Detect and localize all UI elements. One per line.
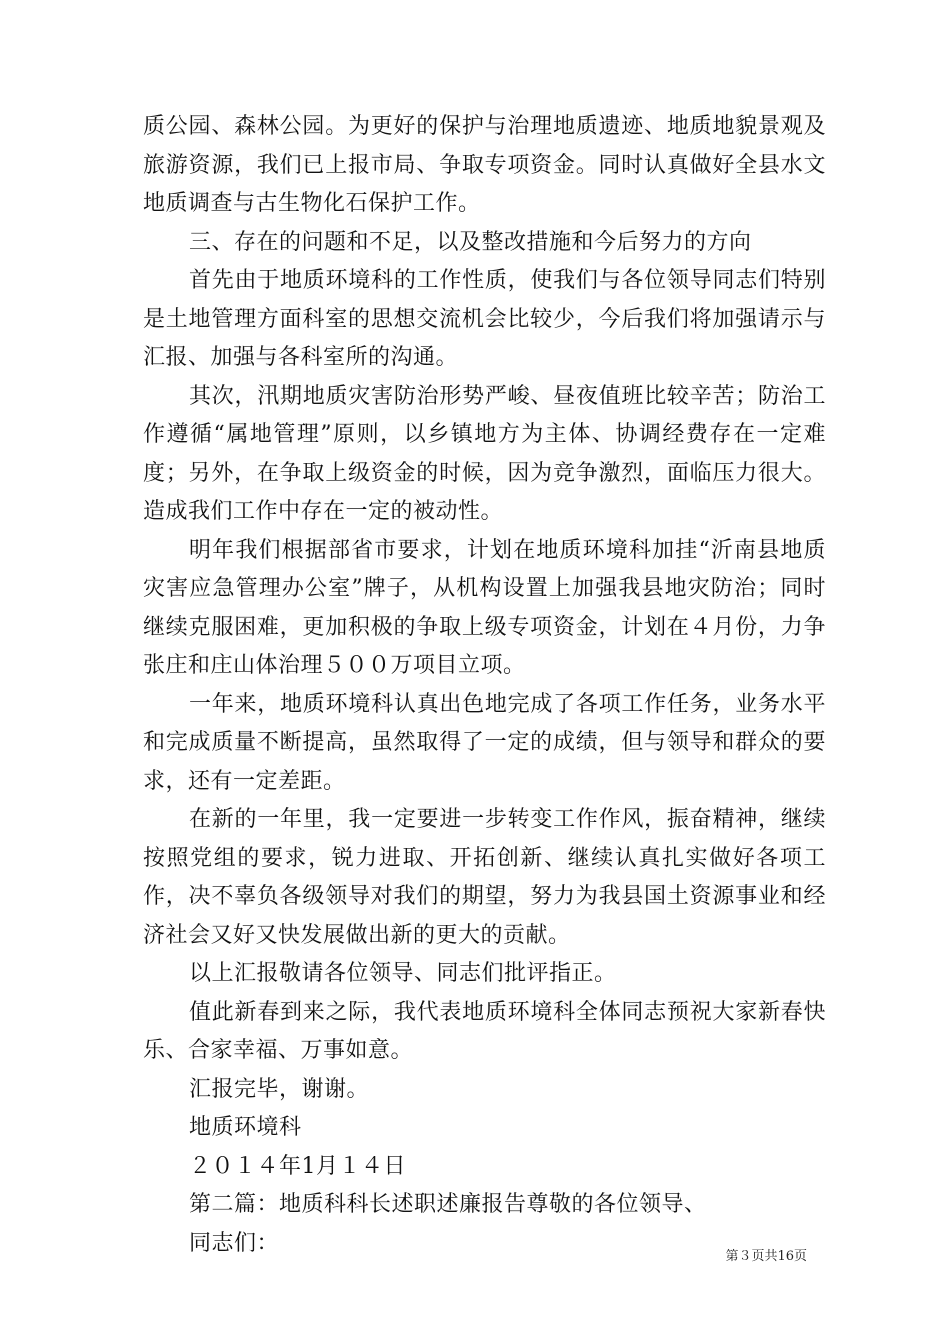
closing-thanks: 汇报完毕，谢谢。 [189,1076,370,1102]
paragraph-year-summary: 一年来，地质环境科认真出色地完成了各项工作任务，业务水平和完成质量不断提高，虽然取得了一定的成绩，但与领导和群众的要求，还有一定差距。 [143,691,826,794]
paragraph-continuation: 质公园、森林公园。为更好的保护与治理地质遗迹、地质地貌景观及旅游资源，我们已上报市局、争取专项资金。同时认真做好全县水文地质调查与古生物化石保护工作。 [143,114,826,216]
document-body [143,108,826,1263]
salutation: 同志们： [189,1230,280,1256]
signature-date: ２０１４年1月１４日 [189,1153,406,1179]
signature-department: 地质环境科 [189,1115,302,1140]
next-section-heading: 第二篇：地质科科长述职述廉报告尊敬的各位领导、 [189,1192,707,1217]
paragraph-next-year-plan: 明年我们根据部省市要求，计划在地质环境科加挂“沂南县地质灾害应急管理办公室”牌子，从机构设置上加强我县地灾防治；同时继续克服困难，更加积极的争取上级专项资金，计划在４月份，力争张庄和庄山体治理５００万项目立项。 [143,537,826,678]
paragraph-new-year-wishes: 值此新春到来之际，我代表地质环境科全体同志预祝大家新春快乐、合家幸福、万事如意。 [143,999,826,1063]
paragraph-first-issue: 首先由于地质环境科的工作性质，使我们与各位领导同志们特别是土地管理方面科室的思想交流机会比较少，今后我们将加强请示与汇报、加强与各科室所的沟通。 [143,268,826,370]
page-number: 第３页共16页 [725,1249,807,1264]
paragraph-second-issue: 其次，汛期地质灾害防治形势严峻、昼夜值班比较辛苦；防治工作遵循“属地管理”原则，以乡镇地方为主体、协调经费存在一定难度；另外，在争取上级资金的时候，因为竞争激烈，面临压力很大。造成我们工作中存在一定的被动性。 [143,383,826,524]
paragraph-request-feedback: 以上汇报敬请各位领导、同志们批评指正。 [189,961,617,986]
section-heading-problems: 三、存在的问题和不足，以及整改措施和今后努力的方向 [189,229,752,255]
paragraph-new-year-commitment: 在新的一年里，我一定要进一步转变工作作风，振奋精神，继续按照党组的要求，锐力进取、开拓创新、继续认真扎实做好各项工作，决不辜负各级领导对我们的期望，努力为我县国土资源事业和经济社会又好又快发展做出新的更大的贡献。 [143,807,826,948]
